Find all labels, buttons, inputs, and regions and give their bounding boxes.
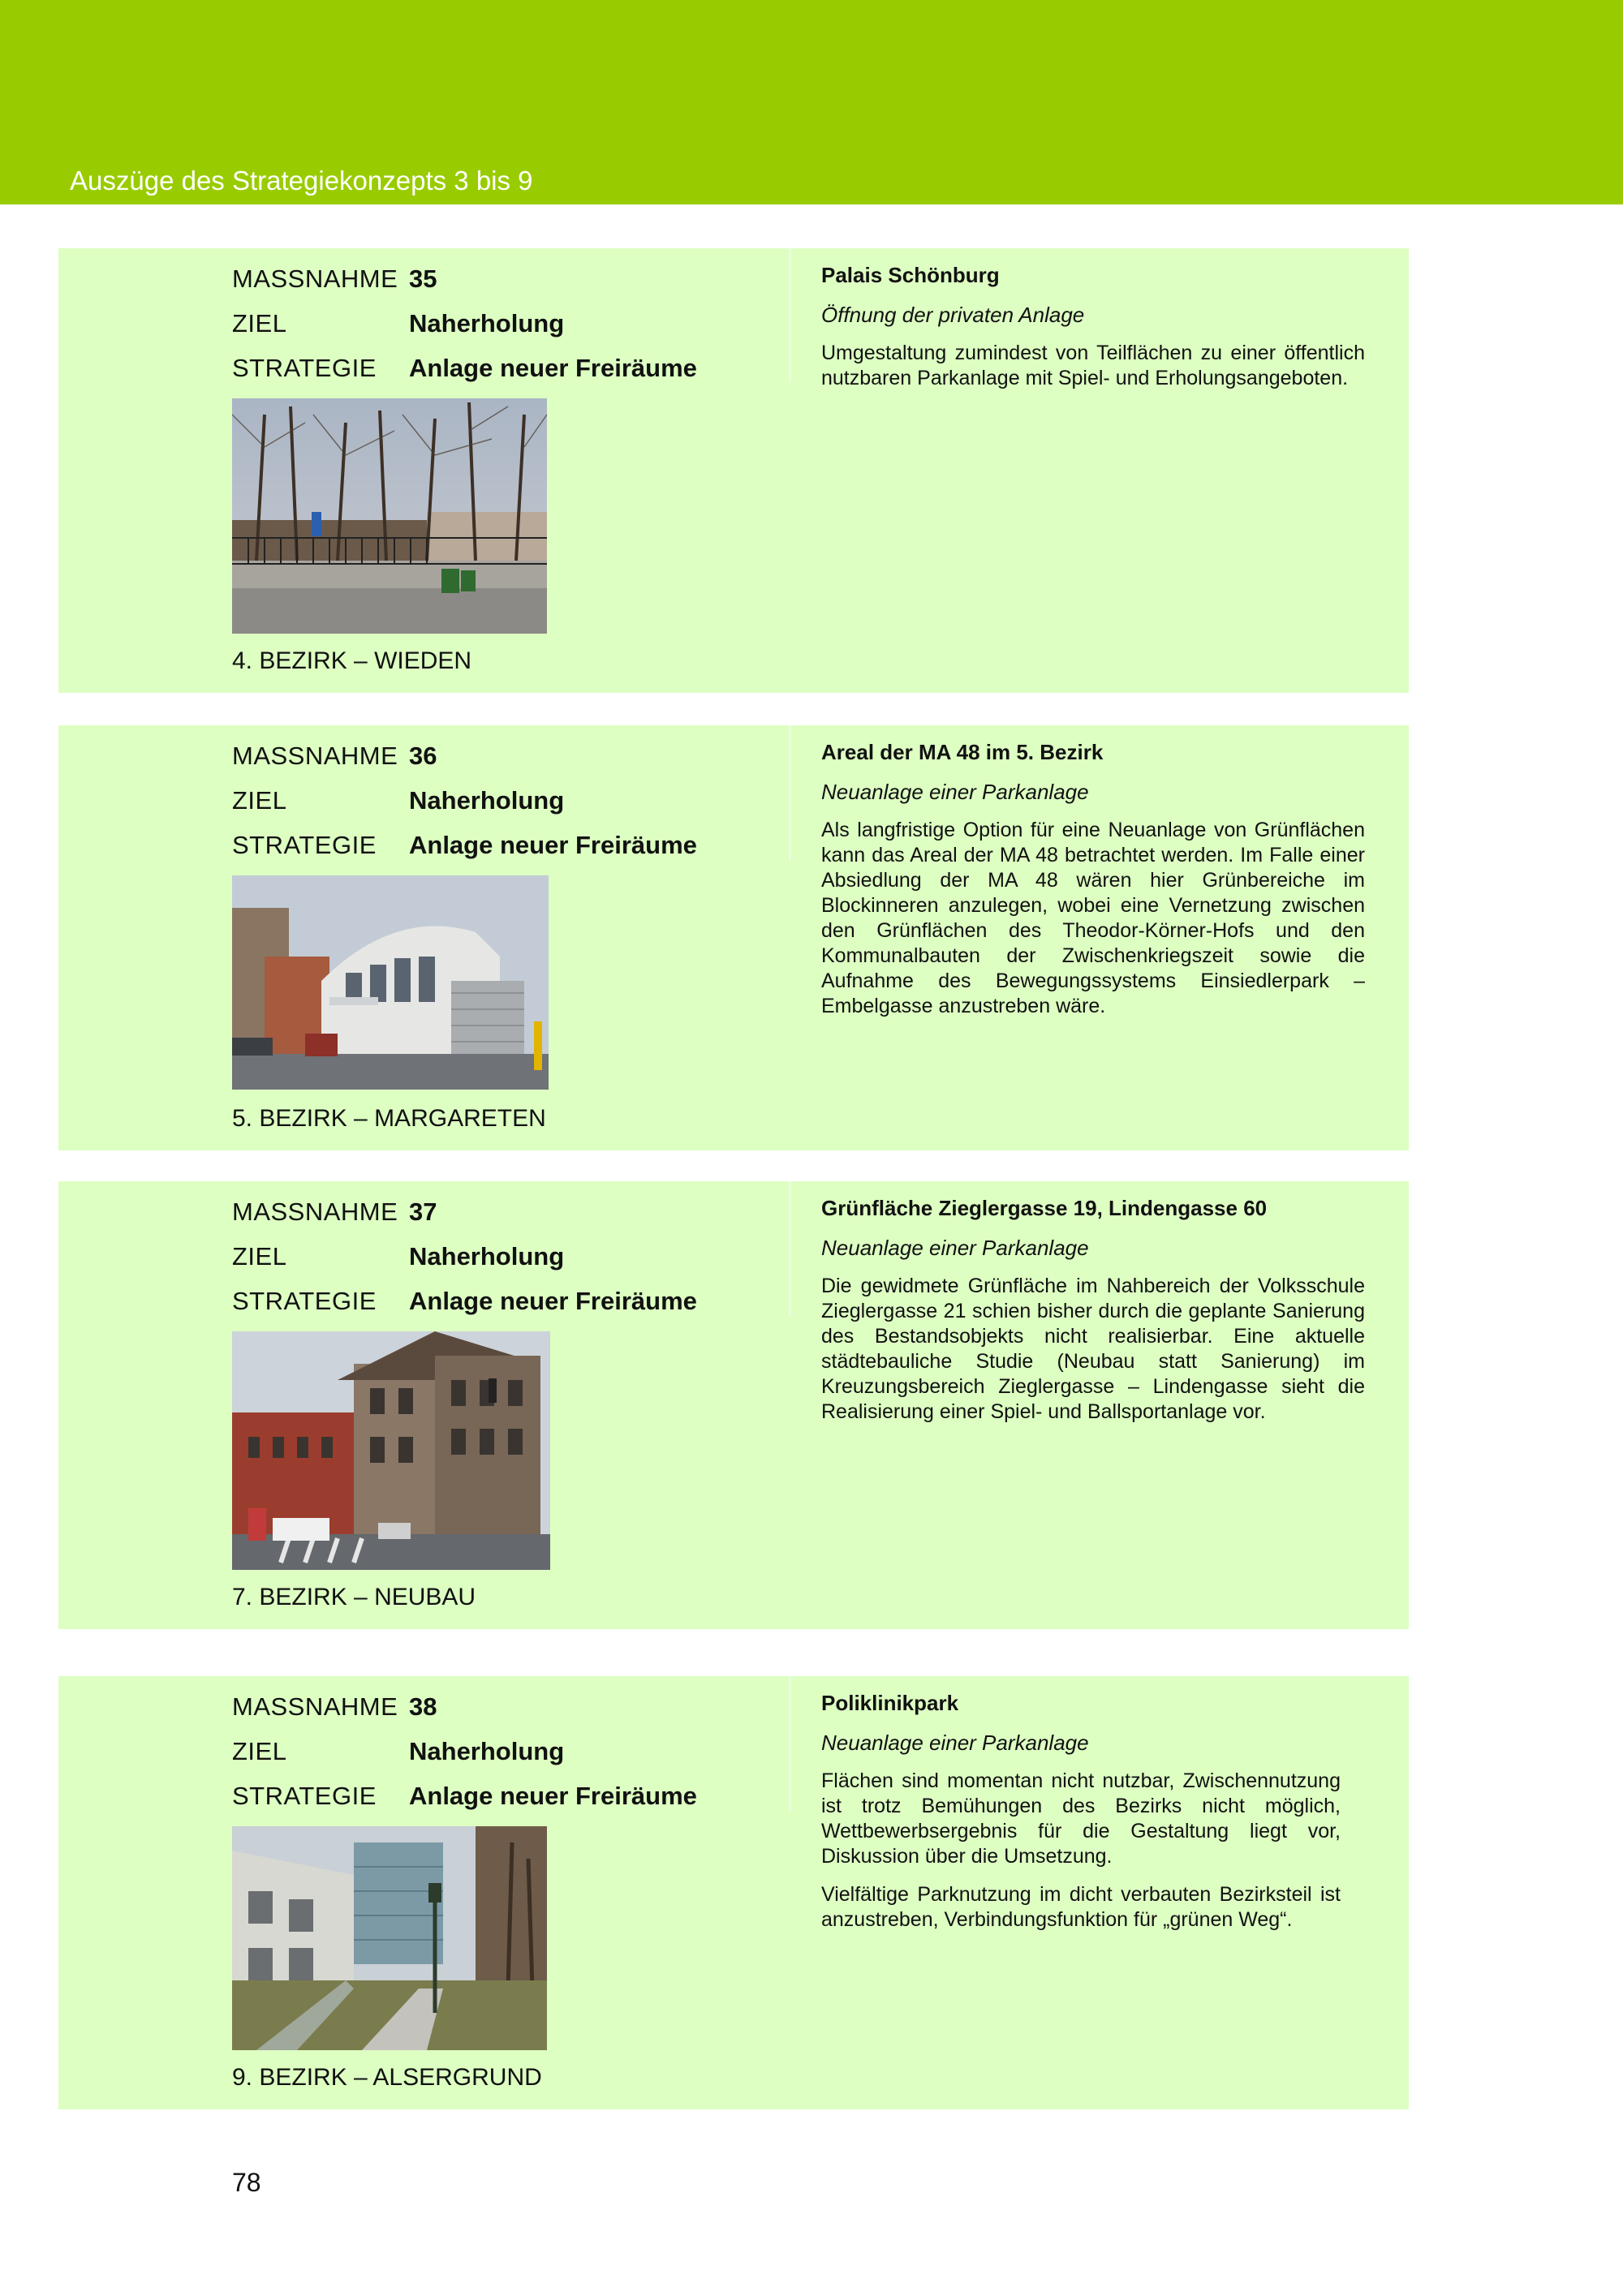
label-ziel: ZIEL	[232, 786, 287, 815]
photo-ma48-areal	[232, 875, 549, 1090]
header-title: Auszüge des Strategiekonzepts 3 bis 9	[70, 166, 533, 196]
measure-number: 37	[409, 1197, 437, 1226]
place-subtitle: Öffnung der privaten Anlage	[821, 303, 1085, 327]
photo-svg	[232, 398, 547, 634]
page-number: 78	[232, 2168, 261, 2197]
photo-svg	[232, 875, 549, 1090]
meta-row-strategie	[232, 1282, 792, 1326]
district-label: 7. BEZIRK – NEUBAU	[232, 1584, 476, 1610]
meta-row-massnahme	[232, 1688, 792, 1732]
label-strategie: STRATEGIE	[232, 1287, 377, 1315]
measure-description	[821, 740, 1365, 1032]
description-paragraph: Vielfältige Parknutzung im dicht verbauten Bezirksteil ist anzustreben, Verbindungsfunktion für „grünen Weg“.	[821, 1883, 1341, 1931]
label-massnahme: MASSNAHME	[232, 264, 398, 293]
photo-palais-schoenburg	[232, 398, 547, 634]
place-subtitle: Neuanlage einer Parkanlage	[821, 1731, 1089, 1755]
meta-row-massnahme	[232, 737, 792, 781]
place-title: Palais Schönburg	[821, 263, 1000, 287]
label-strategie: STRATEGIE	[232, 1782, 377, 1810]
measure-ziel: Naherholung	[409, 309, 565, 338]
photo-poliklinikpark	[232, 1826, 547, 2050]
measure-strategie: Anlage neuer Freiräume	[409, 354, 697, 382]
place-subtitle: Neuanlage einer Parkanlage	[821, 1236, 1089, 1260]
measure-meta	[232, 260, 792, 393]
description-paragraph: Umgestaltung zumindest von Teilflächen zu einer öffentlich nutzbaren Parkanlage mit Spiel- und Erholungsangeboten.	[821, 342, 1365, 389]
measure-meta	[232, 1193, 792, 1326]
place-subtitle: Neuanlage einer Parkanlage	[821, 780, 1089, 804]
description-paragraph: Als langfristige Option für eine Neuanlage von Grünflächen kann das Areal der MA 48 betrachtet werden. Im Falle einer Absiedlung der MA 48 wären hier Grünbereiche im Blockinneren anzulegen, wobei eine Vernetzung zwischen den Grünflächen des Theodor-Körner-Hofs und den Kommunalbauten der Zwischenkriegszeit sowie die Aufnahme des Bewegungssystems Einsiedlerpark – Embelgasse anzustreben wäre.	[821, 819, 1365, 1017]
label-strategie: STRATEGIE	[232, 831, 377, 859]
label-ziel: ZIEL	[232, 1242, 287, 1271]
measure-card-38	[58, 1676, 1409, 2109]
measure-number: 35	[409, 264, 437, 293]
place-title: Poliklinikpark	[821, 1691, 959, 1715]
measure-description	[821, 1691, 1341, 1946]
label-ziel: ZIEL	[232, 1737, 287, 1765]
measure-description	[821, 263, 1365, 404]
meta-row-strategie	[232, 349, 792, 393]
measure-strategie: Anlage neuer Freiräume	[409, 1287, 697, 1315]
place-title: Grünfläche Zieglergasse 19, Lindengasse 60	[821, 1196, 1268, 1220]
photo-zieglergasse	[232, 1331, 550, 1570]
label-massnahme: MASSNAHME	[232, 742, 398, 770]
label-massnahme: MASSNAHME	[232, 1197, 398, 1226]
district-label: 4. BEZIRK – WIEDEN	[232, 647, 472, 674]
description-paragraph: Flächen sind momentan nicht nutzbar, Zwischennutzung ist trotz Bemühungen des Bezirks nicht möglich, Wettbewerbsergebnis für die Gestaltung liegt vor, Diskussion über die Umsetzung.	[821, 1769, 1341, 1868]
measure-meta	[232, 1688, 792, 1821]
meta-row-strategie	[232, 826, 792, 871]
district-label: 9. BEZIRK – ALSERGRUND	[232, 2064, 542, 2091]
measure-strategie: Anlage neuer Freiräume	[409, 831, 697, 859]
meta-row-massnahme	[232, 260, 792, 304]
description-paragraph: Die gewidmete Grünfläche im Nahbereich der Volksschule Zieglergasse 21 schien bisher durch die geplante Sanierung des Bestandsobjekts nicht realisierbar. Eine aktuelle städtebauliche Studie (Neubau statt Sanierung) im Kreuzungsbereich Zieglergasse – Lindengasse sieht die Realisierung einer Spiel- und Ballsportanlage vor.	[821, 1275, 1365, 1423]
place-title: Areal der MA 48 im 5. Bezirk	[821, 740, 1104, 764]
header-band	[0, 0, 1623, 204]
meta-row-massnahme	[232, 1193, 792, 1237]
photo-svg	[232, 1331, 550, 1570]
measure-ziel: Naherholung	[409, 786, 565, 815]
measure-card-37	[58, 1181, 1409, 1629]
measure-ziel: Naherholung	[409, 1242, 565, 1271]
measure-card-36	[58, 725, 1409, 1150]
label-massnahme: MASSNAHME	[232, 1692, 398, 1721]
label-strategie: STRATEGIE	[232, 354, 377, 382]
photo-svg	[232, 1826, 547, 2050]
district-label: 5. BEZIRK – MARGARETEN	[232, 1105, 546, 1132]
label-ziel: ZIEL	[232, 309, 287, 338]
measure-meta	[232, 737, 792, 871]
meta-row-strategie	[232, 1777, 792, 1821]
measure-ziel: Naherholung	[409, 1737, 565, 1765]
measure-card-35	[58, 248, 1409, 693]
measure-strategie: Anlage neuer Freiräume	[409, 1782, 697, 1810]
meta-row-ziel	[232, 304, 792, 349]
measure-description	[821, 1196, 1365, 1438]
meta-row-ziel	[232, 1732, 792, 1777]
measure-number: 38	[409, 1692, 437, 1721]
meta-row-ziel	[232, 781, 792, 826]
measure-number: 36	[409, 742, 437, 770]
meta-row-ziel	[232, 1237, 792, 1282]
